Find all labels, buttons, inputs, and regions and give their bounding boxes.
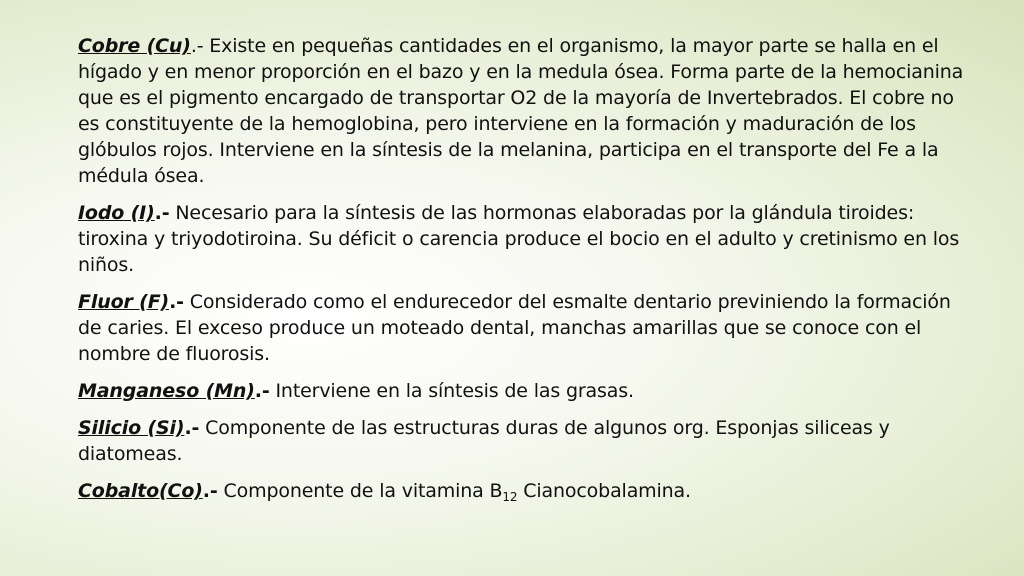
paragraph-cobre (78, 33, 978, 189)
paragraph-fluor (78, 289, 978, 367)
paragraph-iodo (78, 200, 978, 278)
separator: .- (184, 417, 200, 439)
subscript: 12 (502, 490, 518, 504)
separator: .- (169, 291, 184, 313)
paragraph-cobalto (78, 478, 978, 504)
term-fluor: Fluor (F) (78, 291, 170, 313)
paragraph-manganeso (78, 378, 978, 404)
term-cobalto: Cobalto(Co) (78, 480, 203, 502)
paragraph-text: Necesario para la síntesis de las hormonas elaboradas por la glándula tiroides: tiroxina y triyodotiroina. Su déficit o carencia produce el bocio en el adulto y cretinismo en los niños. (78, 202, 960, 276)
separator: .- (254, 380, 270, 402)
paragraph-text: Existe en pequeñas cantidades en el organismo, la mayor parte se halla en el hígado y en menor proporción en el bazo y en la medula ósea. Forma parte de la hemocianina que es el pigmento encargado de transportar O2 de la mayoría de Invertebrados. El cobre no es constituyente de la hemoglobina, pero interviene en la formación y maduración de los glóbulos rojos. Interviene en la síntesis de la melanina, participa en el transporte del Fe a la médula ósea. (78, 35, 964, 187)
paragraph-text: Componente de la vitamina B (217, 480, 503, 502)
paragraph-silicio (78, 415, 978, 467)
term-cobre: Cobre (Cu) (78, 35, 191, 57)
term-manganeso: Manganeso (Mn) (78, 380, 255, 402)
term-silicio: Silicio (Si) (78, 417, 185, 439)
slide-body (78, 33, 978, 515)
paragraph-text: Componente de las estructuras duras de algunos org. Esponjas siliceas y diatomeas. (78, 417, 890, 465)
paragraph-text-after: Cianocobalamina. (517, 480, 691, 502)
separator: .- (190, 35, 204, 57)
paragraph-text: Considerado como el endurecedor del esmalte dentario previniendo la formación de caries. El exceso produce un moteado dental, manchas amarillas que se conoce con el nombre de fluorosis. (78, 291, 951, 365)
separator: .- (202, 480, 218, 502)
separator: .- (154, 202, 170, 224)
term-iodo: Iodo (I) (78, 202, 155, 224)
paragraph-text: Interviene en la síntesis de las grasas. (269, 380, 634, 402)
